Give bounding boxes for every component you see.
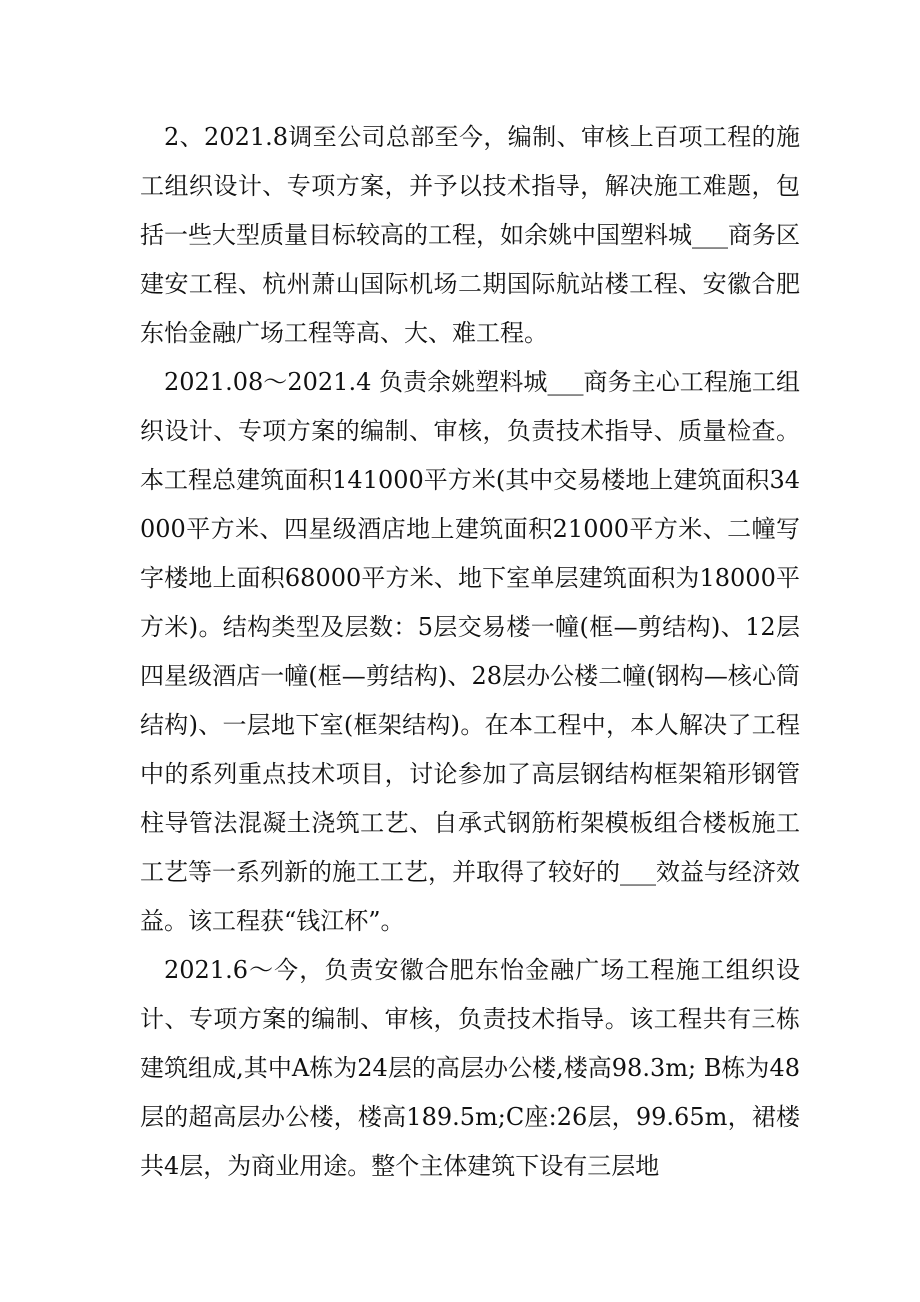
paragraph-hefei-project: 2021.6～今，负责安徽合肥东怡金融广场工程施工组织设计、专项方案的编制、审核，负责技术指导。该工程共有三栋建筑组成,其中A栋为24层的高层办公楼,楼高98.3m; B栋为48层的超高层办公楼，楼高189.5m;C座:26层，99.65m，裙楼共4层，为商业用途。整个主体建筑下设有三层地 <box>140 956 800 1180</box>
paragraph-experience-hq: 2、2021.8调至公司总部至今，编制、审核上百项工程的施工组织设计、专项方案，并予以技术指导，解决施工难题，包括一些大型质量目标较高的工程，如余姚中国塑料城___商务区建安工程、杭州萧山国际机场二期国际航站楼工程、安徽合肥东怡金融广场工程等高、大、难工程。 <box>140 123 800 347</box>
document-page <box>140 113 800 1191</box>
paragraph-yuyao-project: 2021.08～2021.4 负责余姚塑料城___商务主心工程施工组织设计、专项方案的编制、审核，负责技术指导、质量检查。本工程总建筑面积141000平方米(其中交易楼地上建筑面积34000平方米、四星级酒店地上建筑面积21000平方米、二幢写字楼地上面积68000平方米、地下室单层建筑面积为18000平方米)。结构类型及层数：5层交易楼一幢(框—剪结构)、12层四星级酒店一幢(框—剪结构)、28层办公楼二幢(钢构—核心筒结构)、一层地下室(框架结构)。在本工程中，本人解决了工程中的系列重点技术项目，讨论参加了高层钢结构框架箱形钢管柱导管法混凝土浇筑工艺、自承式钢筋桁架模板组合楼板施工工艺等一系列新的施工工艺，并取得了较好的___效益与经济效益。该工程获“钱江杯”。 <box>140 368 800 935</box>
